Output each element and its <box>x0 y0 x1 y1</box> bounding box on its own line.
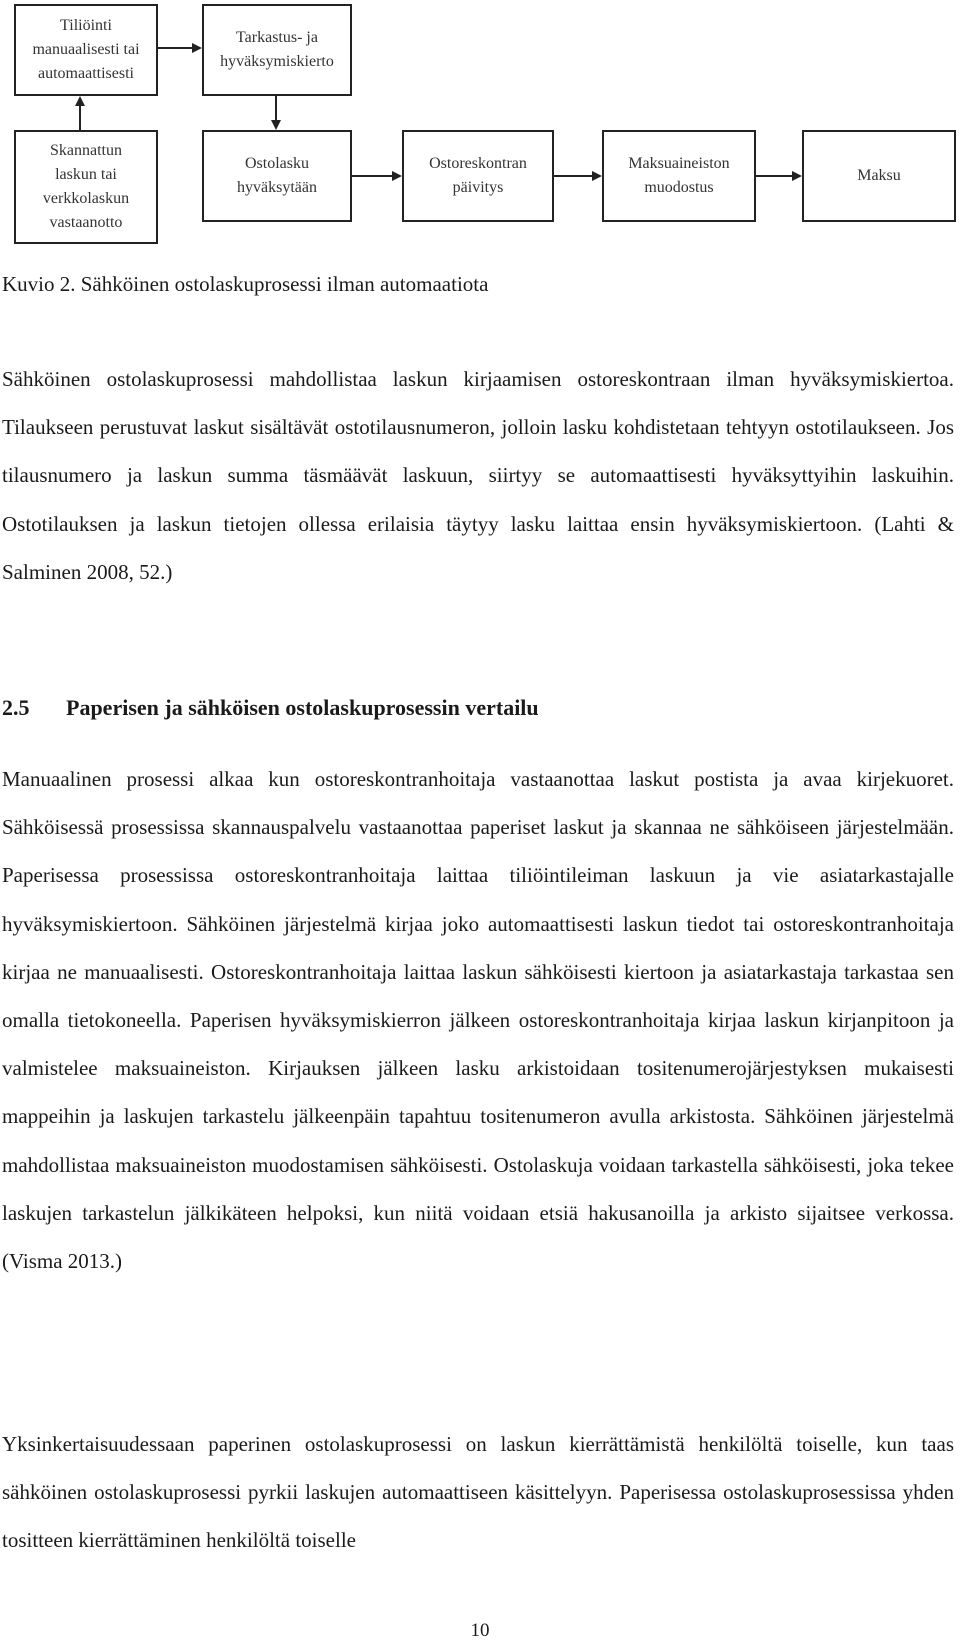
box-ostoreskontra-label: Ostoreskontran päivitys <box>429 155 527 196</box>
section-heading <box>2 695 539 721</box>
box-tarkastus <box>202 4 352 96</box>
box-skannattu-label: Skannattun laskun tai verkkolaskun vastaanotto <box>42 142 130 231</box>
figure-caption: Kuvio 2. Sähköinen ostolaskuprosessi ilman automaatiota <box>2 272 489 296</box>
box-tiliointi <box>14 4 158 96</box>
section-number: 2.5 <box>2 695 30 720</box>
section-title: Paperisen ja sähköisen ostolaskuprosessin vertailu <box>66 695 539 720</box>
box-skannattu <box>14 130 158 244</box>
box-maksu-label: Maksu <box>857 167 901 184</box>
paragraph-3: Yksinkertaisuudessaan paperinen ostolaskuprosessi on laskun kierrättämistä henkilöltä toiselle, kun taas sähköinen ostolaskuprosessi pyrkii laskujen automaattiseen käsittelyyn. Paperisessa ostolaskuprosessissa yhden tositteen kierrättäminen henkilöltä toiselle <box>2 1432 954 1553</box>
box-maksu <box>802 130 956 222</box>
box-ostolasku <box>202 130 352 222</box>
page-number: 10 <box>470 1620 490 1641</box>
box-tiliointi-label: Tiliöinti manuaalisesti tai automaattisesti <box>32 17 140 82</box>
box-tarkastus-label: Tarkastus- ja hyväksymiskierto <box>220 29 334 70</box>
box-ostolasku-label: Ostolasku hyväksytään <box>237 155 317 196</box>
box-ostoreskontra <box>402 130 554 222</box>
paragraph-1: Sähköinen ostolaskuprosessi mahdollistaa laskun kirjaamisen ostoreskontraan ilman hyväksymiskiertoa. Tilaukseen perustuvat laskut sisältävät ostotilausnumeron, jolloin lasku kohdistetaan tehtyyn ostotilaukseen. Jos tilausnumero ja laskun summa täsmäävät laskuun, siirtyy se automaattisesti hyväksyttyihin laskuihin. Ostotilauksen ja laskun tietojen ollessa erilaisia täytyy lasku laittaa ensin hyväksymiskiertoon. (Lahti & Salminen 2008, 52.) <box>2 367 954 584</box>
box-maksuaineisto-label: Maksuaineiston muodostus <box>628 155 730 196</box>
process-flow-diagram <box>0 0 960 260</box>
box-maksuaineisto <box>602 130 756 222</box>
paragraph-2: Manuaalinen prosessi alkaa kun ostoreskontranhoitaja vastaanottaa laskut postista ja avaa kirjekuoret. Sähköisessä prosessissa skannauspalvelu vastaanottaa paperiset laskut ja skannaa ne sähköiseen järjestelmään. Paperisessa prosessissa ostoreskontranhoitaja laittaa tiliöintileiman laskuun ja vie asiatarkastajalle hyväksymiskiertoon. Sähköinen järjestelmä kirjaa joko automaattisesti laskun tiedot tai ostoreskontranhoitaja kirjaa ne manuaalisesti. Ostoreskontranhoitaja laittaa laskun sähköisesti kiertoon ja asiatarkastaja tarkastaa sen omalla tietokoneella. Paperisen hyväksymiskierron jälkeen ostoreskontranhoitaja kirjaa laskun kirjanpitoon ja valmistelee maksuaineiston. Kirjauksen jälkeen lasku arkistoidaan tositenumerojärjestyksen mukaisesti mappeihin ja laskujen tarkastelu jälkeenpäin tapahtuu tositenumeron avulla arkistosta. Sähköinen järjestelmä mahdollistaa maksuaineiston muodostamisen sähköisesti. Ostolaskuja voidaan tarkastella sähköisesti, joka tekee laskujen tarkastelun jälkikäteen helpoksi, kun niitä voidaan etsiä hakusanoilla ja arkisto sijaitsee verkossa. (Visma 2013.) <box>2 767 954 1274</box>
